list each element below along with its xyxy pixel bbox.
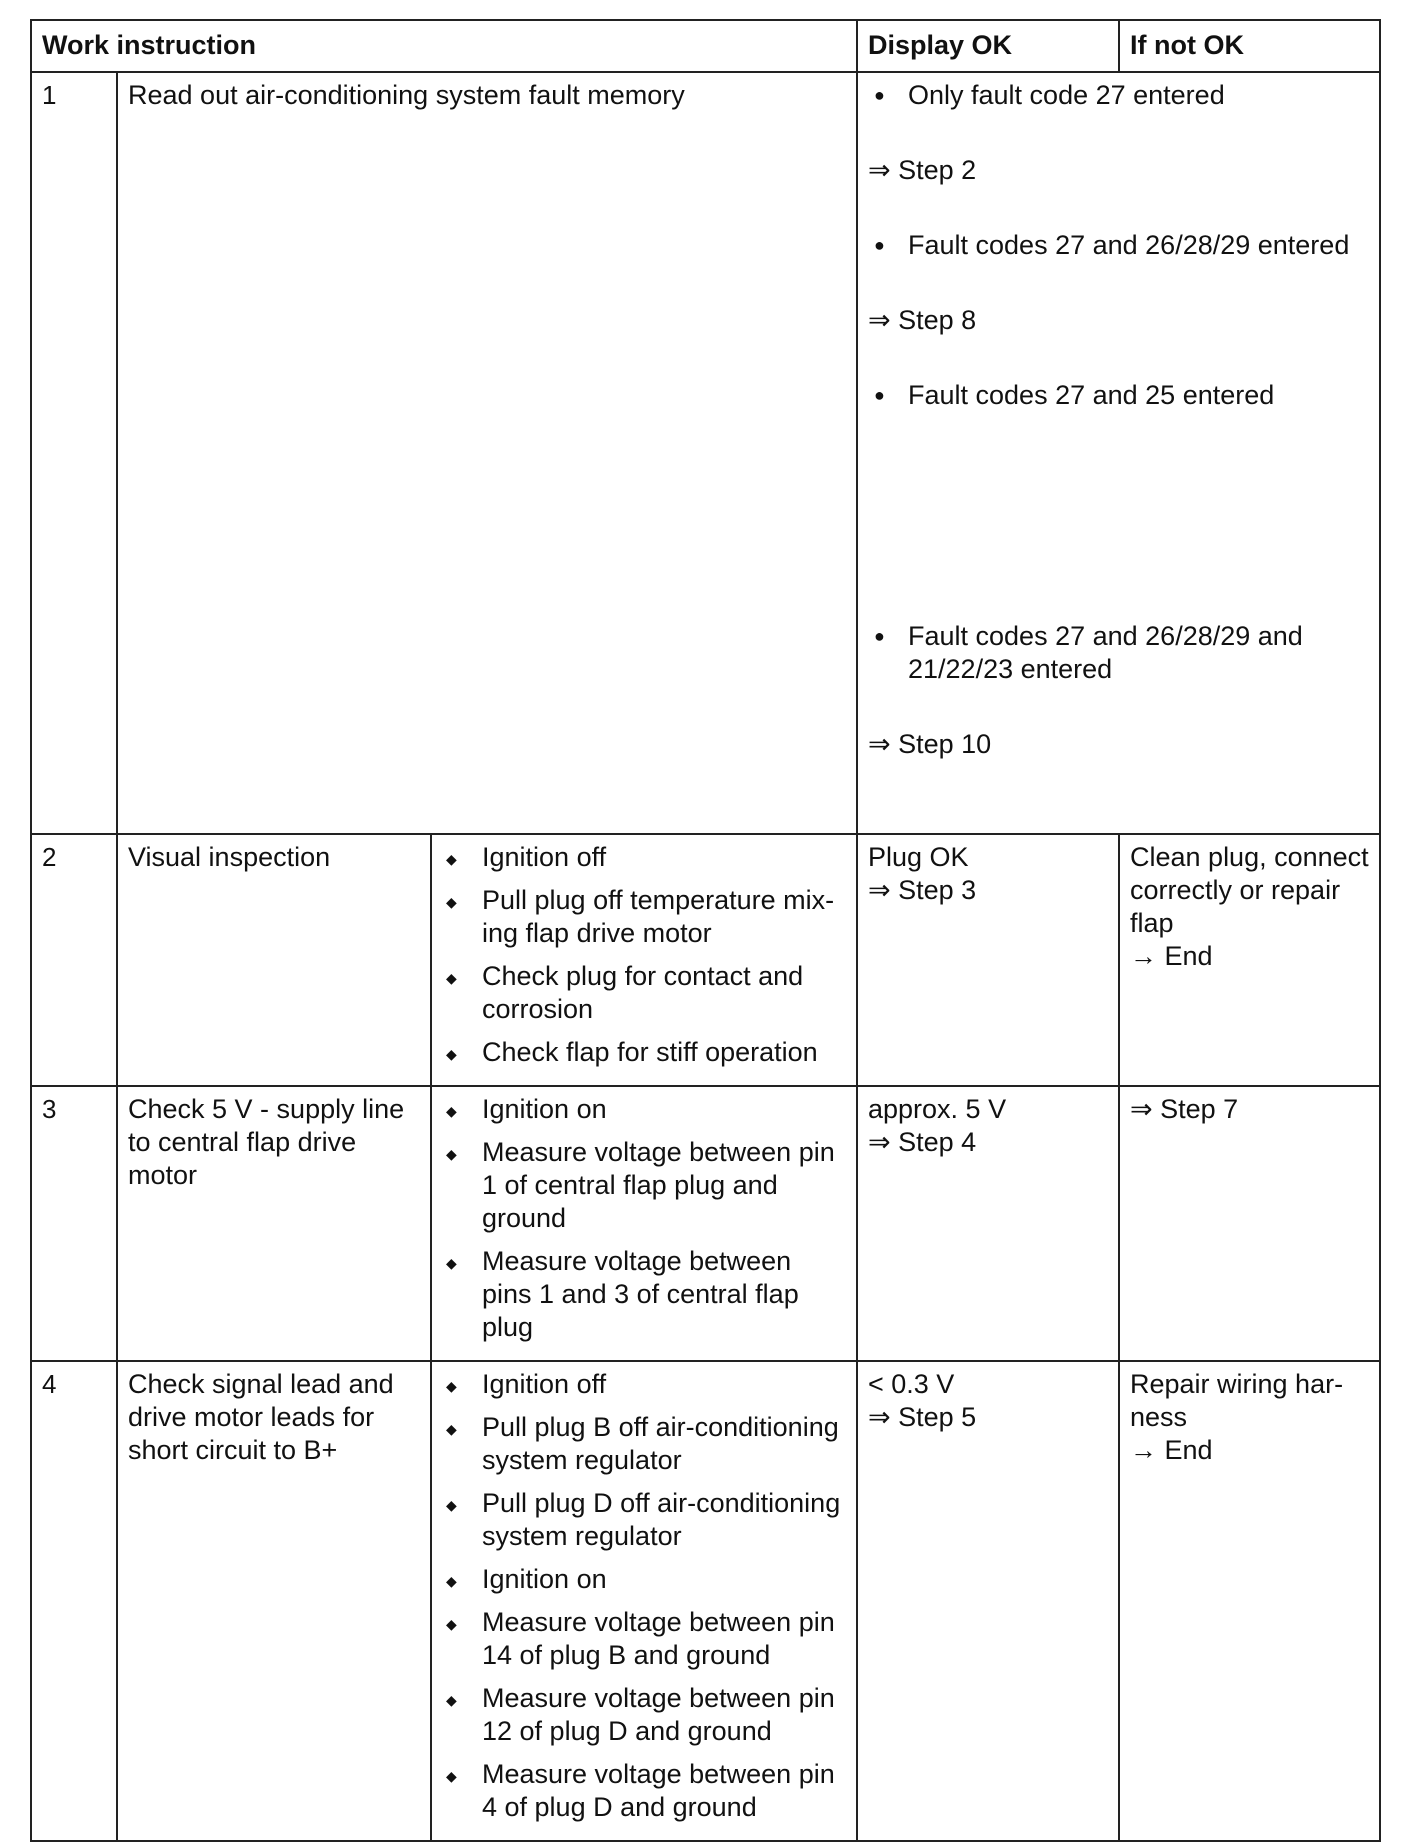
action-item: ◆ Ignition off: [442, 841, 846, 874]
action-item: ◆ Measure voltage between pin 14 of plug B and ground: [442, 1606, 846, 1672]
action-item: ◆ Measure voltage between pin 1 of central flap plug and ground: [442, 1136, 846, 1235]
if-not-ok-action: Clean plug, connect correctly or repair flap: [1130, 842, 1369, 938]
step-number: 4: [31, 1361, 117, 1841]
header-display-ok: Display OK: [857, 20, 1119, 72]
action-list-cell: [431, 1361, 857, 1841]
if-not-ok-cell: [1119, 1361, 1380, 1841]
table-row: [31, 1361, 1380, 1841]
action-item: ◆ Check flap for stiff operation: [442, 1036, 846, 1069]
display-ok-next-step: ⇒ Step 5: [868, 1402, 977, 1432]
if-not-ok-cell: [1119, 834, 1380, 1086]
display-ok-value: < 0.3 V: [868, 1369, 955, 1399]
display-ok-cell: [857, 1086, 1119, 1361]
display-ok-value: approx. 5 V: [868, 1094, 1007, 1124]
result-condition: ● Fault codes 27 and 26/28/29 and 21/22/23 entered: [868, 620, 1369, 686]
action-item: ◆ Ignition on: [442, 1093, 846, 1126]
work-instruction-table: [30, 19, 1381, 1842]
result-next-step: ⇒ Step 2: [868, 155, 977, 185]
action-list-cell: [431, 834, 857, 1086]
action-item: ◆ Measure voltage between pins 1 and 3 of central flap plug: [442, 1245, 846, 1344]
result-next-step: ⇒ Step 8: [868, 305, 977, 335]
if-not-ok-next-step: → End: [1130, 941, 1213, 971]
action-item: ◆ Measure voltage between pin 12 of plug D and ground: [442, 1682, 846, 1748]
display-ok-next-step: ⇒ Step 4: [868, 1127, 977, 1157]
if-not-ok-action: ⇒ Step 7: [1130, 1094, 1239, 1124]
action-list: [442, 1093, 846, 1344]
step-number: 1: [31, 72, 117, 834]
if-not-ok-next-step: → End: [1130, 1435, 1213, 1465]
table-header-row: [31, 20, 1380, 72]
if-not-ok-action: Repair wiring har-ness: [1130, 1369, 1344, 1432]
task-description: Check 5 V - supply line to central flap drive motor: [117, 1086, 431, 1361]
if-not-ok-cell: [1119, 1086, 1380, 1361]
display-ok-cell: [857, 834, 1119, 1086]
step-number: 3: [31, 1086, 117, 1361]
action-list: [442, 841, 846, 1069]
task-description: Check signal lead and drive motor leads for short circuit to B+: [117, 1361, 431, 1841]
action-item: ◆ Ignition on: [442, 1563, 846, 1596]
result-condition: ● Fault codes 27 and 25 entered: [868, 379, 1369, 412]
table-row: [31, 72, 1380, 834]
display-ok-value: Plug OK: [868, 842, 969, 872]
action-item: ◆ Pull plug D off air-conditioning system regulator: [442, 1487, 846, 1553]
result-condition: ● Only fault code 27 entered: [868, 79, 1369, 112]
table-row: [31, 1086, 1380, 1361]
header-if-not-ok: If not OK: [1119, 20, 1380, 72]
action-list: [442, 1368, 846, 1824]
result-next-step: ⇒ Step 10: [868, 729, 992, 759]
action-item: ◆ Check plug for contact and corrosion: [442, 960, 846, 1026]
header-work-instruction: Work instruction: [31, 20, 857, 72]
result-condition: ● Fault codes 27 and 26/28/29 entered: [868, 229, 1369, 262]
step-number: 2: [31, 834, 117, 1086]
action-item: ◆ Pull plug off temperature mix-ing flap drive motor: [442, 884, 846, 950]
display-ok-next-step: ⇒ Step 3: [868, 875, 977, 905]
action-item: ◆ Ignition off: [442, 1368, 846, 1401]
task-description: Read out air-conditioning system fault memory: [117, 72, 857, 834]
action-list-cell: [431, 1086, 857, 1361]
task-description: Visual inspection: [117, 834, 431, 1086]
table-row: [31, 834, 1380, 1086]
action-item: ◆ Pull plug B off air-conditioning system regulator: [442, 1411, 846, 1477]
action-item: ◆ Measure voltage between pin 4 of plug D and ground: [442, 1758, 846, 1824]
display-ok-cell: [857, 1361, 1119, 1841]
display-ok-results: [857, 72, 1380, 834]
